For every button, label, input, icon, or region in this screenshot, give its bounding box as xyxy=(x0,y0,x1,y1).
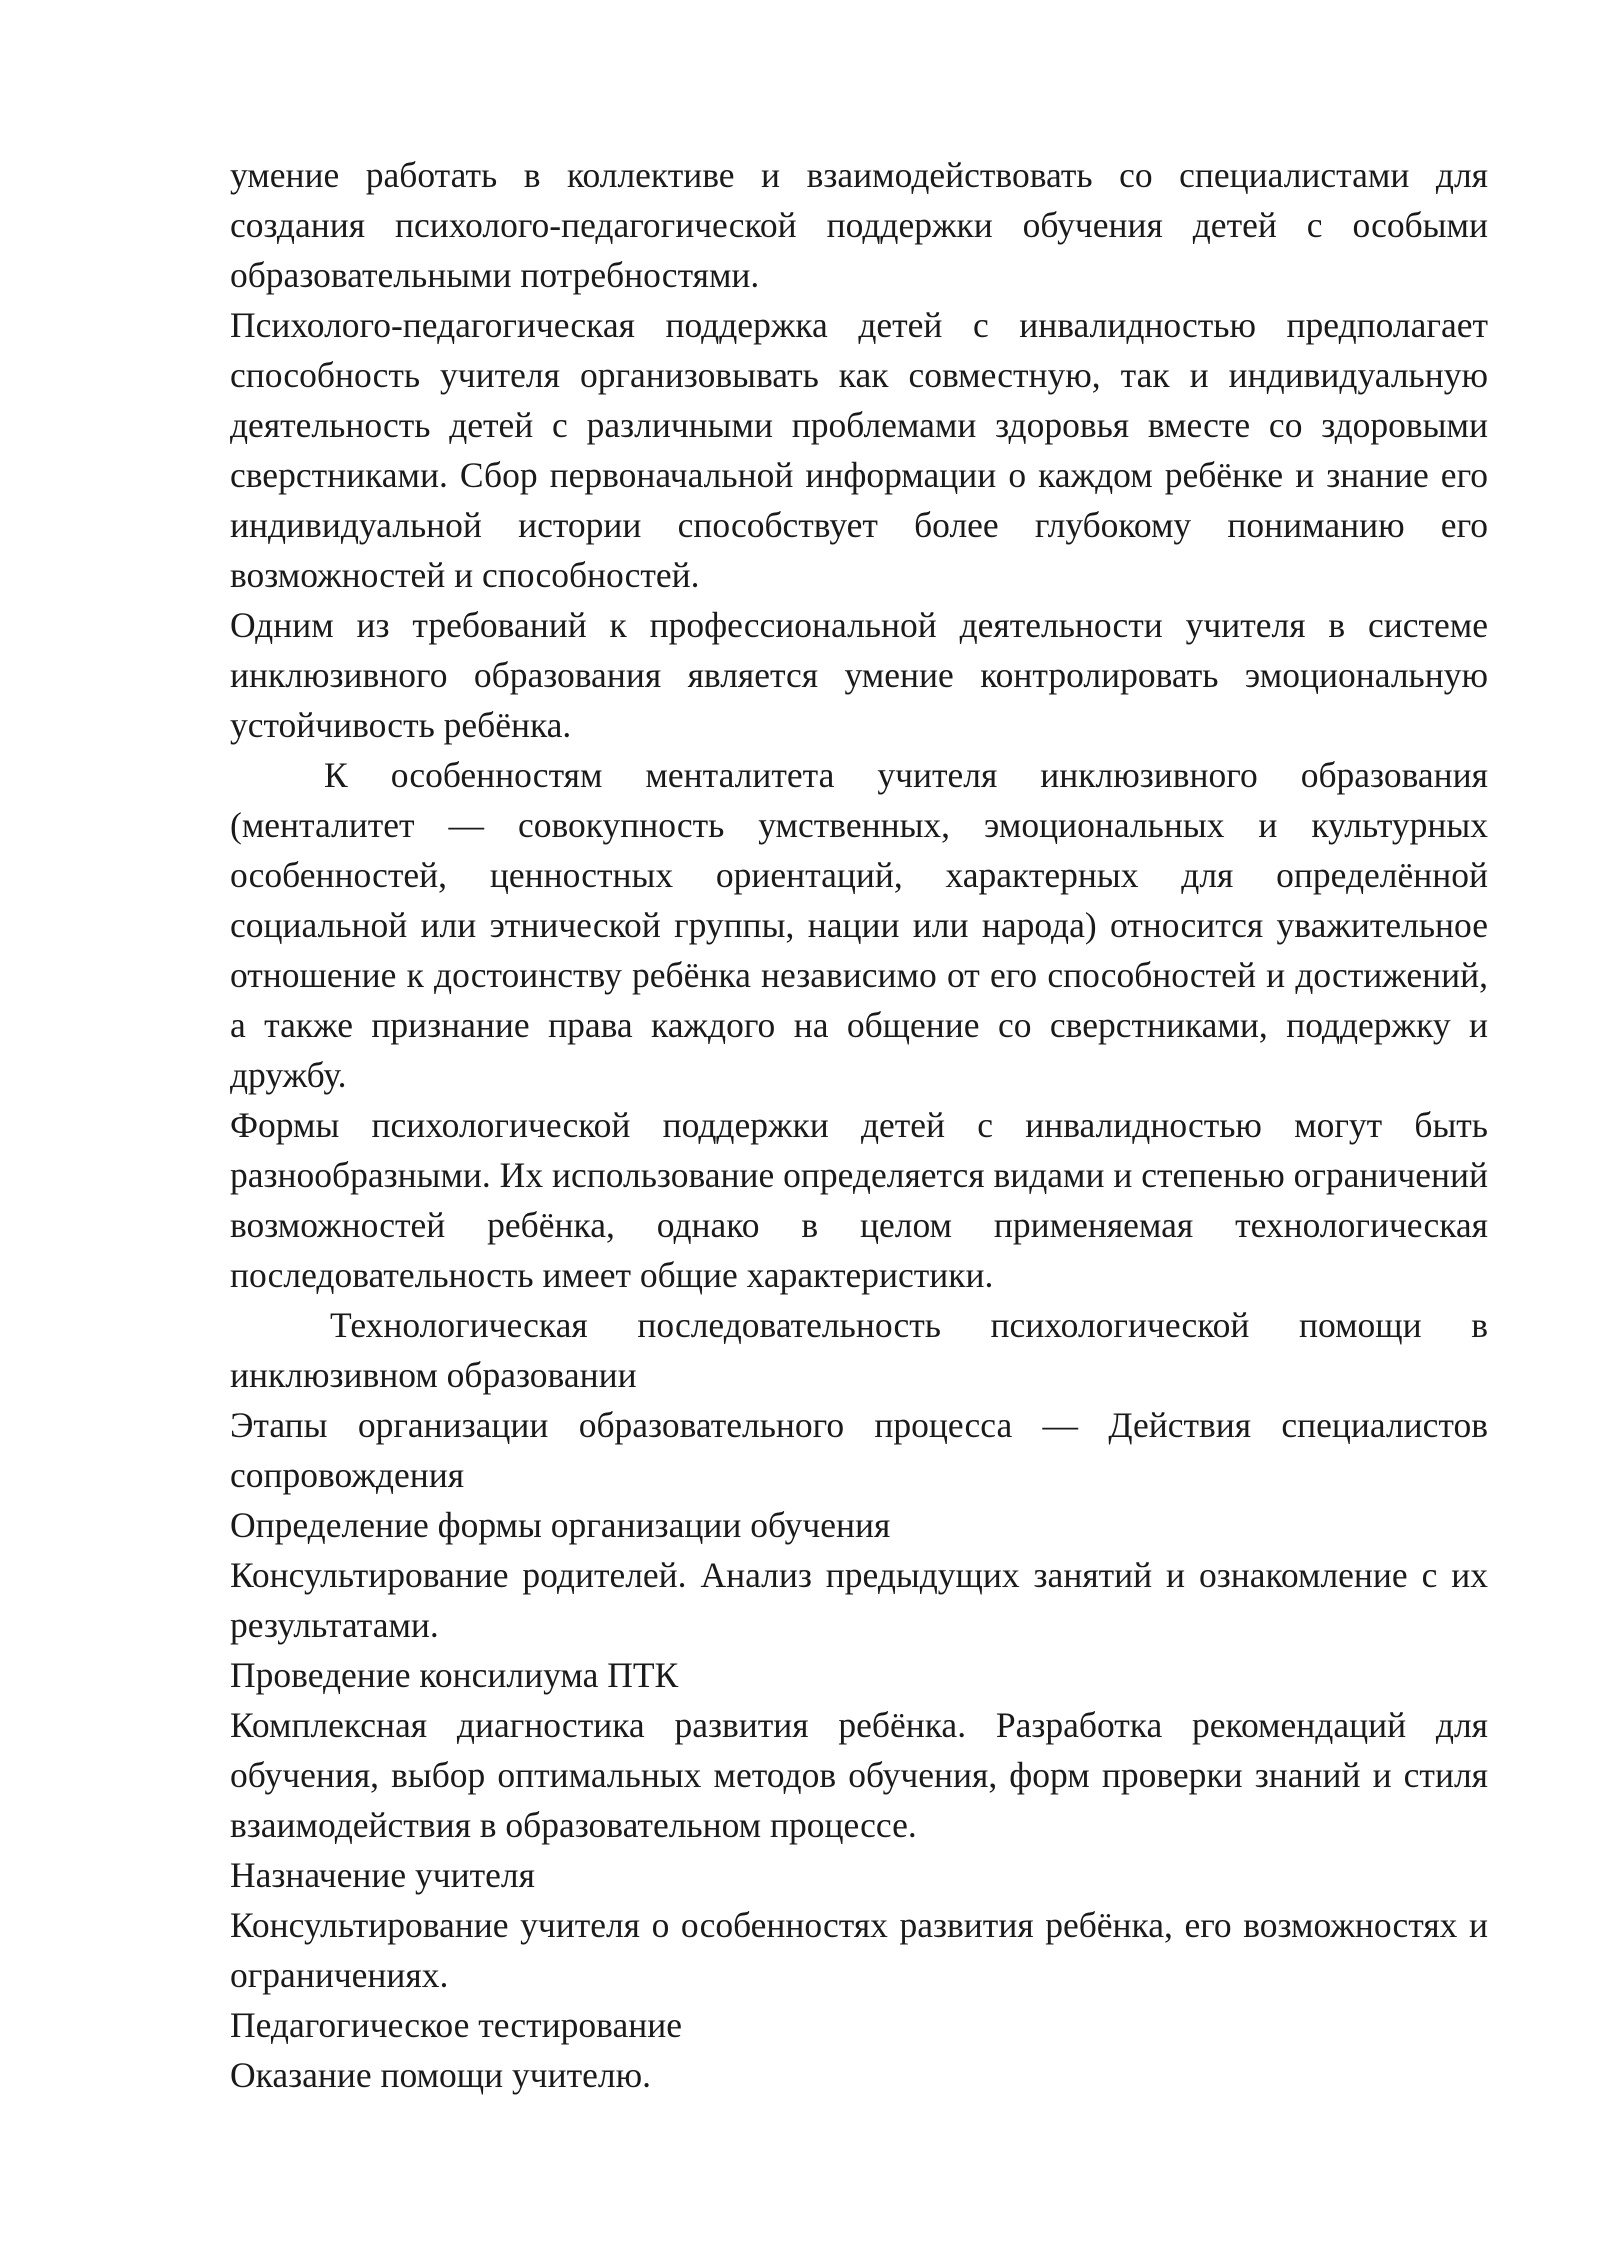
action-parent-consulting: Консультирование родителей. Анализ предыдущих занятий и ознакомление с их результатами. xyxy=(230,1555,1488,1645)
stage-testing: Педагогическое тестирование xyxy=(230,2005,682,2045)
paragraph-stages: Этапы организации образовательного процесса — Действия специалистов сопровождения xyxy=(230,1405,1488,1495)
document-page xyxy=(230,150,1488,2100)
paragraph-support-forms: Формы психологической поддержки детей с инвалидностью могут быть разнообразными. Их использование определяется видами и степенью ограничений возможностей ребёнка, однако в целом применяемая технологическая последовательность имеет общие характеристики. xyxy=(230,1105,1489,1295)
stage-teacher-assignment: Назначение учителя xyxy=(230,1855,535,1895)
action-teacher-consulting: Консультирование учителя о особенностях развития ребёнка, его возможностях и ограничениях. xyxy=(230,1905,1488,1995)
paragraph-teamwork: умение работать в коллективе и взаимодействовать со специалистами для создания психолого-педагогической поддержки обучения детей с особыми образовательными потребностями. xyxy=(230,155,1488,295)
section-heading-tech-sequence: Технологическая последовательность психологической помощи в инклюзивном образовании xyxy=(230,1305,1488,1395)
stage-council: Проведение консилиума ПТК xyxy=(230,1655,679,1695)
paragraph-mentality: К особенностям менталитета учителя инклюзивного образования (менталитет — совокупность умственных, эмоциональных и культурных особенностей, ценностных ориентаций, характерных для определённой социальной или этнической группы, нации или народа) относится уважительное отношение к достоинству ребёнка независимо от его способностей и достижений, а также признание права каждого на общение со сверстниками, поддержку и дружбу. xyxy=(230,755,1488,1095)
stage-form-definition: Определение формы организации обучения xyxy=(230,1505,891,1545)
action-teacher-help: Оказание помощи учителю. xyxy=(230,2055,651,2095)
paragraph-requirements: Одним из требований к профессиональной деятельности учителя в системе инклюзивного образования является умение контролировать эмоциональную устойчивость ребёнка. xyxy=(230,605,1488,745)
action-diagnostics: Комплексная диагностика развития ребёнка. Разработка рекомендаций для обучения, выбор оптимальных методов обучения, форм проверки знаний и стиля взаимодействия в образовательном процессе. xyxy=(230,1705,1488,1845)
paragraph-psych-support: Психолого-педагогическая поддержка детей с инвалидностью предполагает способность учителя организовывать как совместную, так и индивидуальную деятельность детей с различными проблемами здоровья вместе со здоровыми сверстниками. Сбор первоначальной информации о каждом ребёнке и знание его индивидуальной истории способствует более глубокому пониманию его возможностей и способностей. xyxy=(230,305,1488,595)
